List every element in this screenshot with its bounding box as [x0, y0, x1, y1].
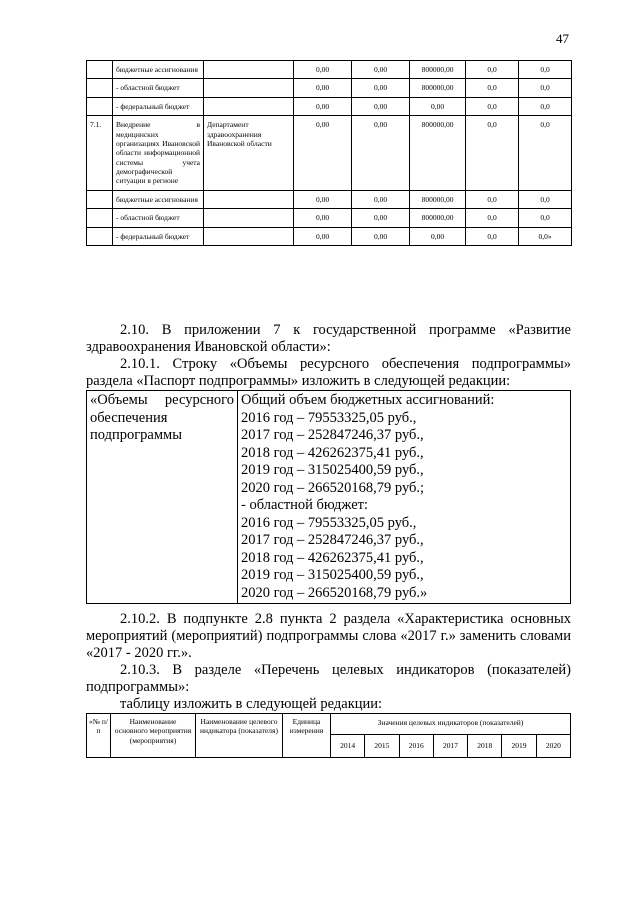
row-value: 0,00 — [294, 227, 352, 245]
budget-row — [87, 61, 572, 79]
row-value: 0,0 — [519, 79, 572, 97]
header-year: 2015 — [365, 735, 399, 757]
row-executor — [204, 61, 294, 79]
paragraph-2-10-3: 2.10.3. В разделе «Перечень целевых индикаторов (показателей) подпрограммы»: — [86, 662, 571, 695]
paragraph-2-10-1: 2.10.1. Строку «Объемы ресурсного обеспечения подпрограммы» раздела «Паспорт подпрограммы» изложить в следующей редакции: — [86, 356, 571, 389]
row-value: 0,0 — [519, 97, 572, 115]
header-activity: Наименование основного мероприятия (мероприятия) — [111, 714, 196, 758]
row-value: 0,00 — [352, 97, 410, 115]
header-year: 2020 — [536, 735, 570, 757]
passport-line: 2018 год – 426262375,41 руб., — [241, 444, 424, 461]
row-value: 0,0 — [466, 79, 519, 97]
row-value: 0,00 — [410, 227, 466, 245]
row-number — [87, 227, 113, 245]
row-number — [87, 79, 113, 97]
row-value: 0,0 — [466, 190, 519, 208]
row-value: 0,00 — [352, 61, 410, 79]
header-unit: Единица измерения — [283, 714, 331, 758]
row-value: 800000,00 — [410, 209, 466, 227]
budget-table — [86, 60, 572, 246]
indicator-table — [86, 713, 571, 758]
row-value: 800000,00 — [410, 190, 466, 208]
row-number — [87, 209, 113, 227]
row-executor — [204, 79, 294, 97]
row-value: 0,00 — [294, 116, 352, 191]
row-value: 0,0 — [466, 209, 519, 227]
row-number — [87, 190, 113, 208]
row-value: 0,00 — [352, 116, 410, 191]
row-name: - областной бюджет — [113, 79, 204, 97]
row-value: 0,00 — [294, 79, 352, 97]
row-value: 0,0 — [519, 209, 572, 227]
row-value: 0,00 — [294, 209, 352, 227]
passport-label: «Объемы ресурсного обеспечения подпрограммы — [87, 391, 238, 604]
row-name: - областной бюджет — [113, 209, 204, 227]
row-value: 0,0 — [519, 190, 572, 208]
row-number: 7.1. — [87, 116, 113, 191]
row-number — [87, 61, 113, 79]
row-value: 0,0» — [519, 227, 572, 245]
row-executor — [204, 209, 294, 227]
header-values-group: Значения целевых индикаторов (показателей) — [331, 714, 571, 735]
header-year: 2019 — [502, 735, 536, 757]
row-value: 0,0 — [519, 116, 572, 191]
row-value: 800000,00 — [410, 116, 466, 191]
passport-line: Общий объем бюджетных ассигнований: — [241, 392, 495, 408]
header-year: 2018 — [468, 735, 502, 757]
row-name: бюджетные ассигнования — [113, 190, 204, 208]
row-executor — [204, 97, 294, 115]
row-value: 0,00 — [294, 61, 352, 79]
passport-line: 2016 год – 79553325,05 руб., — [241, 514, 417, 531]
header-number: «№ п/п — [87, 714, 111, 758]
row-value: 0,00 — [410, 97, 466, 115]
row-value: 0,0 — [466, 97, 519, 115]
budget-row — [87, 190, 572, 208]
row-executor — [204, 190, 294, 208]
row-value: 0,00 — [294, 190, 352, 208]
passport-line: 2018 год – 426262375,41 руб., — [241, 549, 424, 566]
passport-table — [86, 390, 571, 604]
row-value: 0,00 — [294, 97, 352, 115]
row-value: 0,0 — [466, 116, 519, 191]
row-value: 0,0 — [466, 227, 519, 245]
row-value: 0,00 — [352, 227, 410, 245]
row-name: бюджетные ассигнования — [113, 61, 204, 79]
passport-line: 2020 год – 266520168,79 руб.» — [241, 584, 428, 601]
budget-row — [87, 209, 572, 227]
row-value: 0,0 — [519, 61, 572, 79]
header-year: 2017 — [433, 735, 467, 757]
row-value: 0,00 — [352, 190, 410, 208]
row-value: 800000,00 — [410, 61, 466, 79]
paragraph-table-intro: таблицу изложить в следующей редакции: — [120, 696, 383, 712]
passport-line: 2019 год – 315025400,59 руб., — [241, 462, 424, 478]
passport-line: - областной бюджет: — [241, 497, 369, 513]
passport-line: 2017 год – 252847246,37 руб., — [241, 427, 424, 443]
row-name: - федеральный бюджет — [113, 97, 204, 115]
row-name: - федеральный бюджет — [113, 227, 204, 245]
budget-row — [87, 116, 572, 191]
budget-row — [87, 79, 572, 97]
paragraph-2-10-2: 2.10.2. В подпункте 2.8 пункта 2 раздела «Характеристика основных мероприятий (мероприятий) подпрограммы слова «2017 г.» заменить словами «2017 - 2020 гг.». — [86, 611, 571, 661]
row-executor — [204, 227, 294, 245]
row-name: Внедрение в медицинских организациях Ивановской области информационной системы учета демографической ситуации в регионе — [113, 116, 204, 191]
header-indicator: Наименование целевого индикатора (показателя) — [196, 714, 283, 758]
passport-values — [238, 391, 571, 604]
row-value: 0,00 — [352, 209, 410, 227]
header-year: 2014 — [331, 735, 365, 757]
row-value: 0,0 — [466, 61, 519, 79]
row-executor: Департамент здравоохранения Ивановской области — [204, 116, 294, 191]
row-number — [87, 97, 113, 115]
budget-row — [87, 97, 572, 115]
passport-line: 2020 год – 266520168,79 руб.; — [241, 479, 425, 496]
budget-row — [87, 227, 572, 245]
row-value: 0,00 — [352, 79, 410, 97]
passport-line: 2017 год – 252847246,37 руб., — [241, 532, 424, 548]
header-year: 2016 — [399, 735, 433, 757]
paragraph-2-10: 2.10. В приложении 7 к государственной программе «Развитие здравоохранения Ивановской области»: — [86, 322, 571, 355]
page-number: 47 — [556, 31, 569, 46]
passport-line: 2016 год – 79553325,05 руб., — [241, 409, 417, 426]
passport-line: 2019 год – 315025400,59 руб., — [241, 567, 424, 583]
row-value: 800000,00 — [410, 79, 466, 97]
